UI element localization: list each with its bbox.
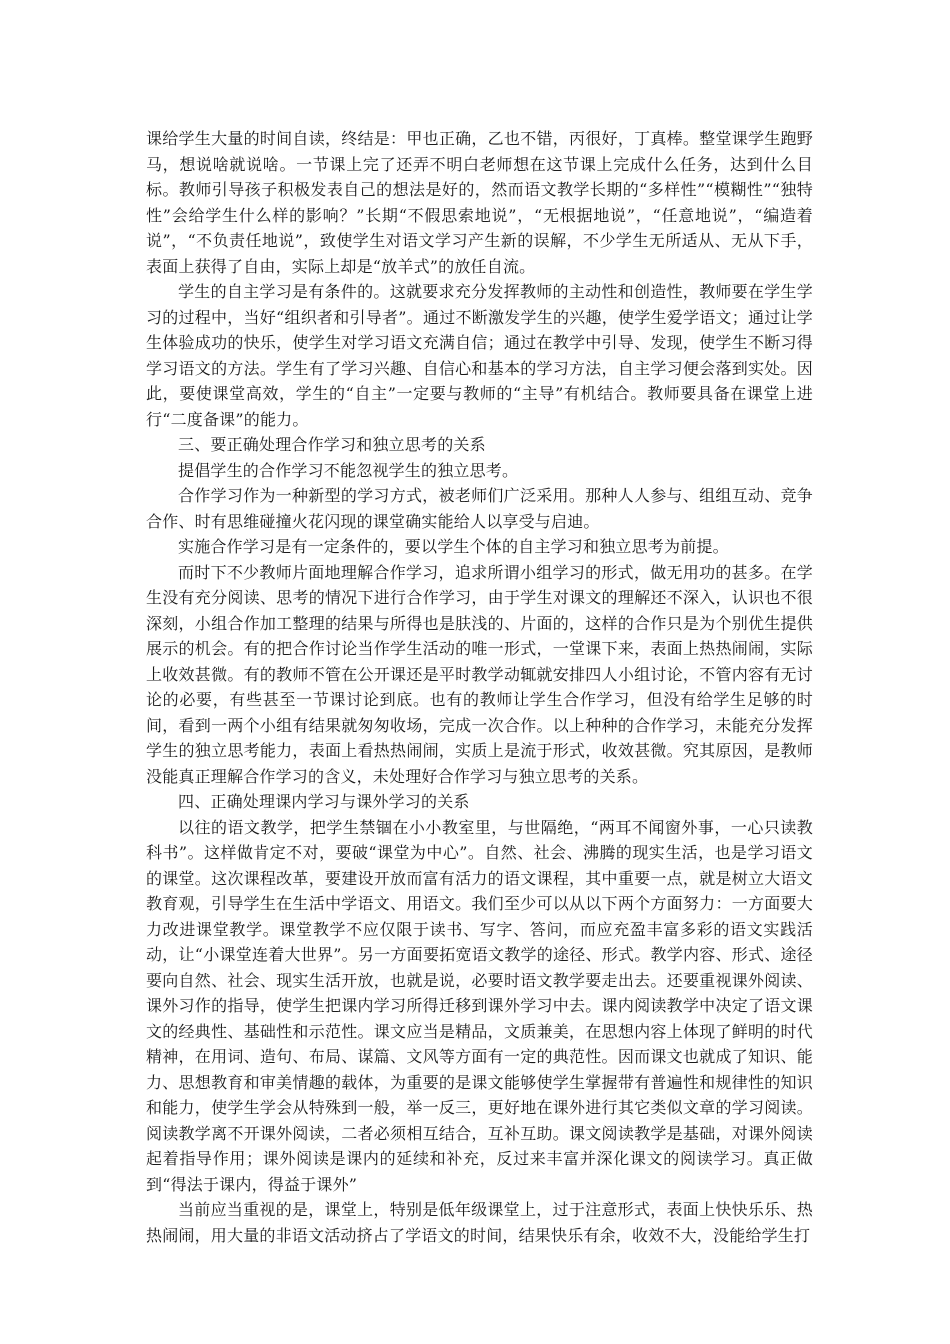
paragraph-7: 而时下不少教师片面地理解合作学习，追求所谓小组学习的形式，做无用功的甚多。在学生没有充分阅读、思考的情况下进行合作学习，由于学生对课文的理解还不深入，认识也不很深刻，小组合作加工整理的结果与所得也是肤浅的、片面的，这样的合作只是为个别优生提供展示的机会。有的把合作讨论当作学生活动的唯一形式，一堂课下来，表面上热热闹闹，实际上收效甚微。有的教师不管在公开课还是平时教学动辄就安排四人小组讨论，不管内容有无讨论的必要，有些甚至一节课讨论到底。也有的教师让学生合作学习，但没有给学生足够的时间，看到一两个小组有结果就匆匆收场，完成一次合作。以上种种的合作学习，未能充分发挥学生的独立思考能力，表面上看热热闹闹，实质上是流于形式，收效甚微。究其原因，是教师没能真正理解合作学习的含义，未处理好合作学习与独立思考的关系。 — [146, 562, 813, 786]
section-heading-3: 三、要正确处理合作学习和独立思考的关系 — [178, 435, 486, 454]
paragraph-6: 实施合作学习是有一定条件的，要以学生个体的自主学习和独立思考为前提。 — [178, 537, 729, 556]
section-heading-4: 四、正确处理课内学习与课外学习的关系 — [178, 792, 470, 811]
paragraph-4: 提倡学生的合作学习不能忽视学生的独立思考。 — [178, 460, 519, 480]
paragraph-10: 当前应当重视的是，课堂上，特别是低年级课堂上，过于注意形式，表面上快快乐乐、热热闹闹，用大量的非语文活动挤占了学语文的时间，结果快乐有余，收效不大，没能给学生打 — [146, 1200, 813, 1245]
paragraph-5: 合作学习作为一种新型的学习方式，被老师们广泛采用。那种人人参与、组组互动、竞争合作、时有思维碰撞火花闪现的课堂确实能给人以享受与启迪。 — [146, 486, 813, 531]
paragraph-1: 课给学生大量的时间自读，终结是：甲也正确，乙也不错，丙很好，丁真棒。整堂课学生跑野马，想说啥就说啥。一节课上完了还弄不明白老师想在这节课上完成什么任务，达到什么目标。教师引导孩子积极发表自己的想法是好的，然而语文教学长期的“多样性”“模糊性”“独特性”会给学生什么样的影响？”长期“不假思索地说”，“无根据地说”，“任意地说”，“编造着说”，“不负责任地说”，致使学生对语文学习产生新的误解，不少学生无所适从、无从下手，表面上获得了自由，实际上却是“放羊式”的放任自流。 — [146, 129, 813, 276]
document-body — [146, 126, 813, 1248]
paragraph-9: 以往的语文教学，把学生禁锢在小小教室里，与世隔绝，“两耳不闻窗外事，一心只读教科书”。这样做肯定不对，要破“课堂为中心”。自然、社会、沸腾的现实生活，也是学习语文的课堂。这次课程改革，要建设开放而富有活力的语文课程，其中重要一点，就是树立大语文教育观，引导学生在生活中学语文、用语文。我们至少可以从以下两个方面努力：一方面要大力改进课堂教学。课堂教学不应仅限于读书、写字、答问，而应充盈丰富多彩的语文实践活动，让“小课堂连着大世界”。另一方面要拓宽语文教学的途径、形式。教学内容、形式、途径要向自然、社会、现实生活开放，也就是说，必要时语文教学要走出去。还要重视课外阅读、课外习作的指导，使学生把课内学习所得迁移到课外学习中去。课内阅读教学中决定了语文课文的经典性、基础性和示范性。课文应当是精品，文质兼美，在思想内容上体现了鲜明的时代精神，在用词、造句、布局、谋篇、文风等方面有一定的典范性。因而课文也就成了知识、能力、思想教育和审美情趣的载体，为重要的是课文能够使学生掌握带有普遍性和规律性的知识和能力，使学生学会从特殊到一般，举一反三，更好地在课外进行其它类似文章的学习阅读。阅读教学离不开课外阅读，二者必须相互结合，互补互助。课文阅读教学是基础，对课外阅读起着指导作用；课外阅读是课内的延续和补充，反过来丰富并深化课文的阅读学习。真正做到“得法于课内，得益于课外” — [146, 817, 813, 1194]
paragraph-2: 学生的自主学习是有条件的。这就要求充分发挥教师的主动性和创造性，教师要在学生学习的过程中，当好“组织者和引导者”。通过不断激发学生的兴趣，使学生爱学语文；通过让学生体验成功的快乐，使学生对学习语文充满自信；通过在教学中引导、发现，使学生不断习得学习语文的方法。学生有了学习兴趣、自信心和基本的学习方法，自主学习便会落到实处。因此，要使课堂高效，学生的“自主”一定要与教师的“主导”有机结合。教师要具备在课堂上进行“二度备课”的能力。 — [146, 282, 813, 429]
